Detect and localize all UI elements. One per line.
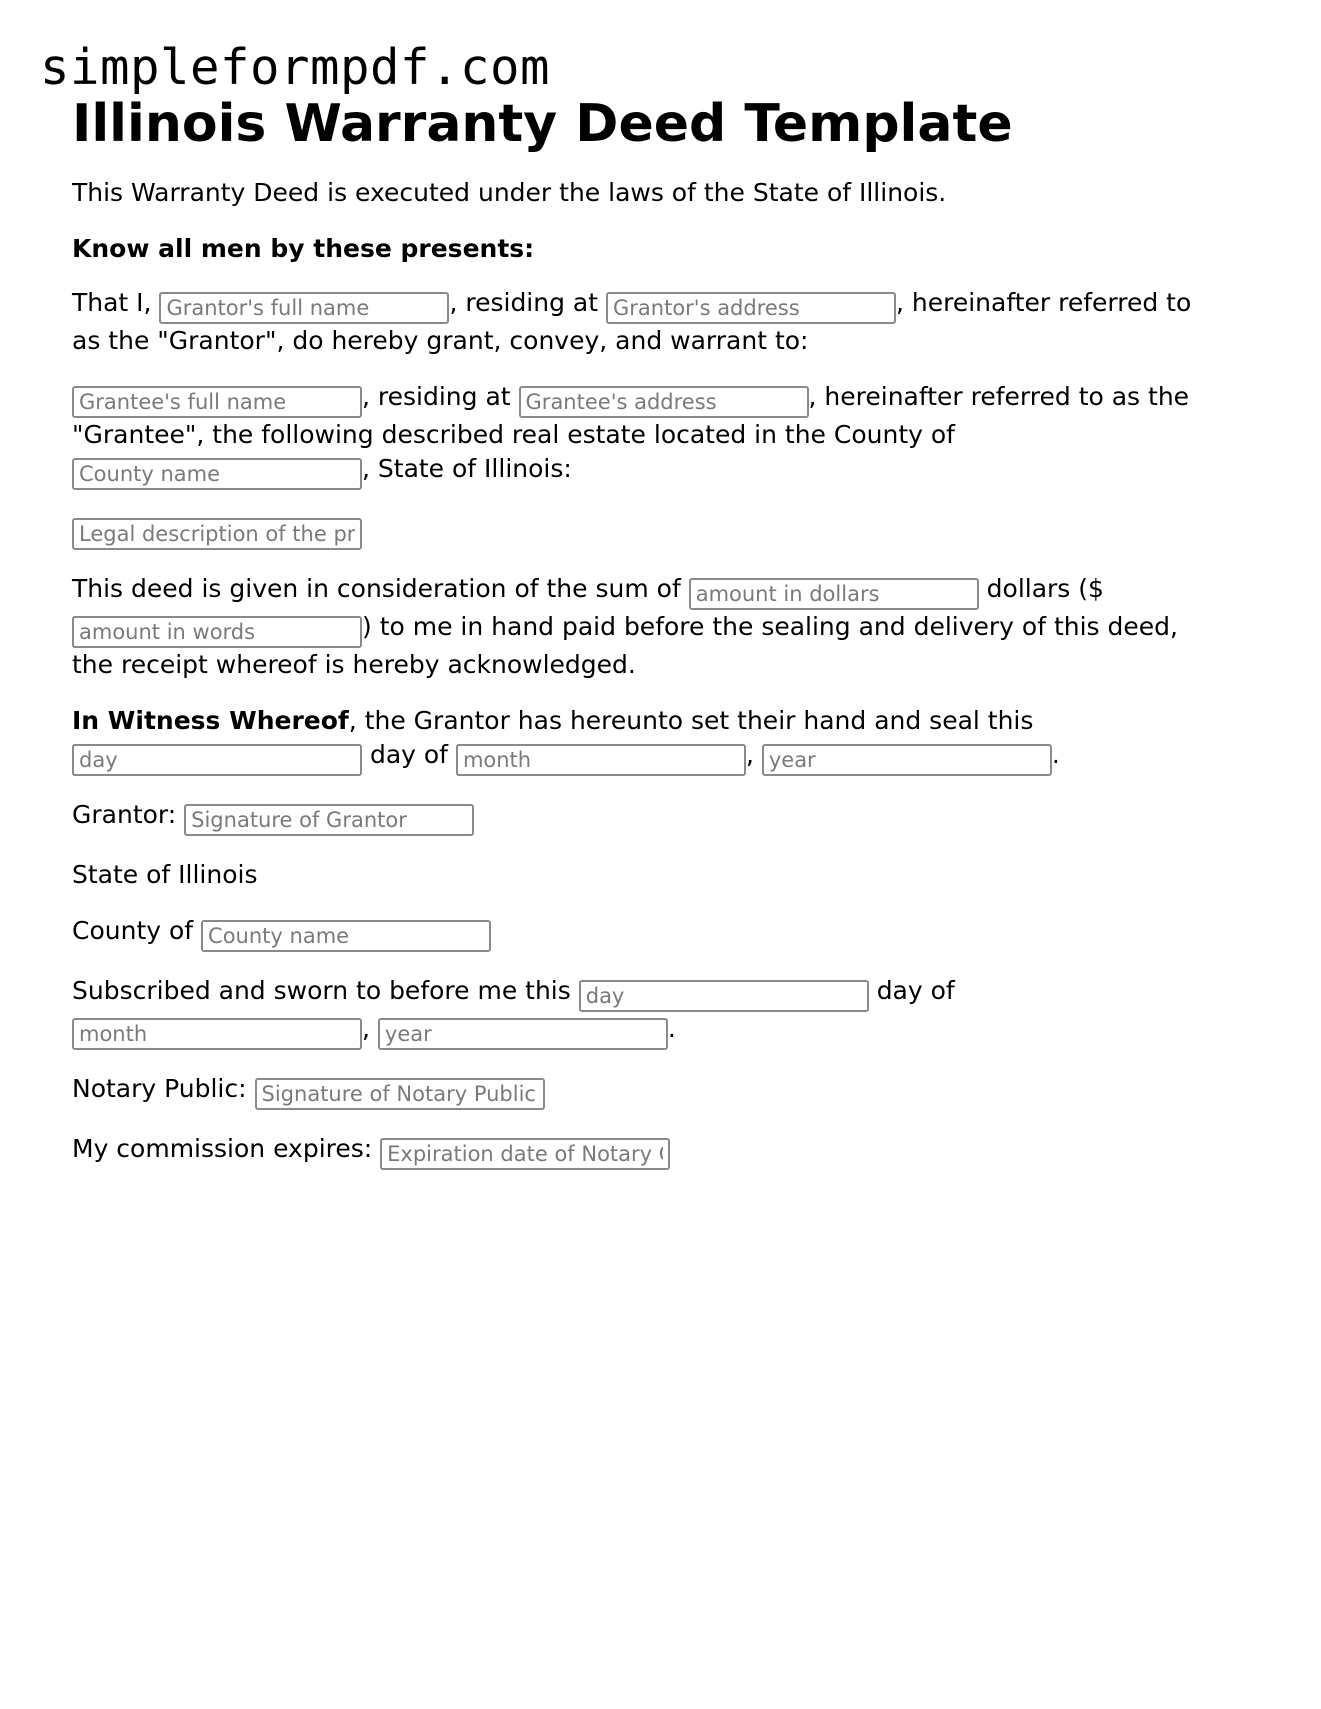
grantor-paragraph <box>72 286 1272 358</box>
grantor-name-field[interactable] <box>159 292 449 324</box>
county-row <box>72 914 1272 952</box>
notary-signature-field[interactable] <box>255 1078 545 1110</box>
page-title: Illinois Warranty Deed Template <box>72 94 1013 154</box>
grantor-prefix: That I, <box>72 288 152 317</box>
sworn-prefix: Subscribed and sworn to before me this <box>72 976 571 1005</box>
grantor-signature-field[interactable] <box>184 804 474 836</box>
grantee-address-field[interactable] <box>519 386 809 418</box>
consideration-paragraph <box>72 572 1272 682</box>
sworn-comma: , <box>362 1014 370 1043</box>
deed-form <box>72 88 1272 1170</box>
sworn-year-field[interactable] <box>378 1018 668 1050</box>
witness-bold-text: In Witness Whereof <box>72 706 349 735</box>
grantor-signature-row <box>72 798 1272 836</box>
sworn-paragraph <box>72 974 1272 1050</box>
legal-description-row <box>72 512 1272 550</box>
witness-comma: , <box>745 740 754 769</box>
consideration-dollars-text: dollars ($ <box>986 574 1104 603</box>
sworn-day-field[interactable] <box>579 980 869 1012</box>
notary-label: Notary Public: <box>72 1074 247 1103</box>
grantor-post-text: , hereinafter referred to <box>896 288 1192 317</box>
amount-dollars-field[interactable] <box>689 578 979 610</box>
witness-day-field[interactable] <box>72 744 362 776</box>
witness-month-field[interactable] <box>456 744 746 776</box>
witness-rest-text: , the Grantor has hereunto set their hand and seal this <box>348 706 1034 735</box>
grantee-post-text: , hereinafter referred to as the <box>808 382 1190 411</box>
commission-label: My commission expires: <box>72 1134 373 1163</box>
sworn-day-of-text: day of <box>876 976 955 1005</box>
consideration-post-text: ) to me in hand paid before the sealing and delivery of this deed, <box>362 612 1178 641</box>
watermark-text: simpleformpdf.com <box>40 39 551 96</box>
grantor-address-field[interactable] <box>606 292 896 324</box>
grantee-post-line: "Grantee", the following described real estate located in the County of <box>72 420 955 449</box>
grantee-paragraph <box>72 380 1272 490</box>
consideration-receipt-line: the receipt whereof is hereby acknowledged. <box>72 650 636 679</box>
witness-period: . <box>1051 740 1060 769</box>
witness-paragraph <box>72 704 1272 776</box>
grantor-signature-label: Grantor: <box>72 800 177 829</box>
legal-description-field[interactable] <box>72 518 362 550</box>
consideration-prefix: This deed is given in consideration of the sum of <box>72 574 681 603</box>
grantee-county-field[interactable] <box>72 458 362 490</box>
commission-expiration-field[interactable] <box>380 1138 670 1170</box>
county-label: County of <box>72 916 194 945</box>
witness-year-field[interactable] <box>762 744 1052 776</box>
commission-row <box>72 1132 1272 1170</box>
state-line: State of Illinois <box>72 860 258 889</box>
sworn-month-field[interactable] <box>72 1018 362 1050</box>
notary-row <box>72 1072 1272 1110</box>
grantee-residing-text: , residing at <box>362 382 511 411</box>
witness-day-of-text: day of <box>369 740 448 769</box>
grantor-post-line: as the "Grantor", do hereby grant, convey, and warrant to: <box>72 326 809 355</box>
sworn-period: . <box>667 1014 676 1043</box>
amount-words-field[interactable] <box>72 616 362 648</box>
county-field[interactable] <box>201 920 491 952</box>
grantee-name-field[interactable] <box>72 386 362 418</box>
intro-text: This Warranty Deed is executed under the laws of the State of Illinois. <box>72 178 947 207</box>
grantor-residing-text: , residing at <box>449 288 599 317</box>
grantee-state-text: , State of Illinois: <box>362 454 572 483</box>
know-all-heading: Know all men by these presents: <box>72 234 535 263</box>
